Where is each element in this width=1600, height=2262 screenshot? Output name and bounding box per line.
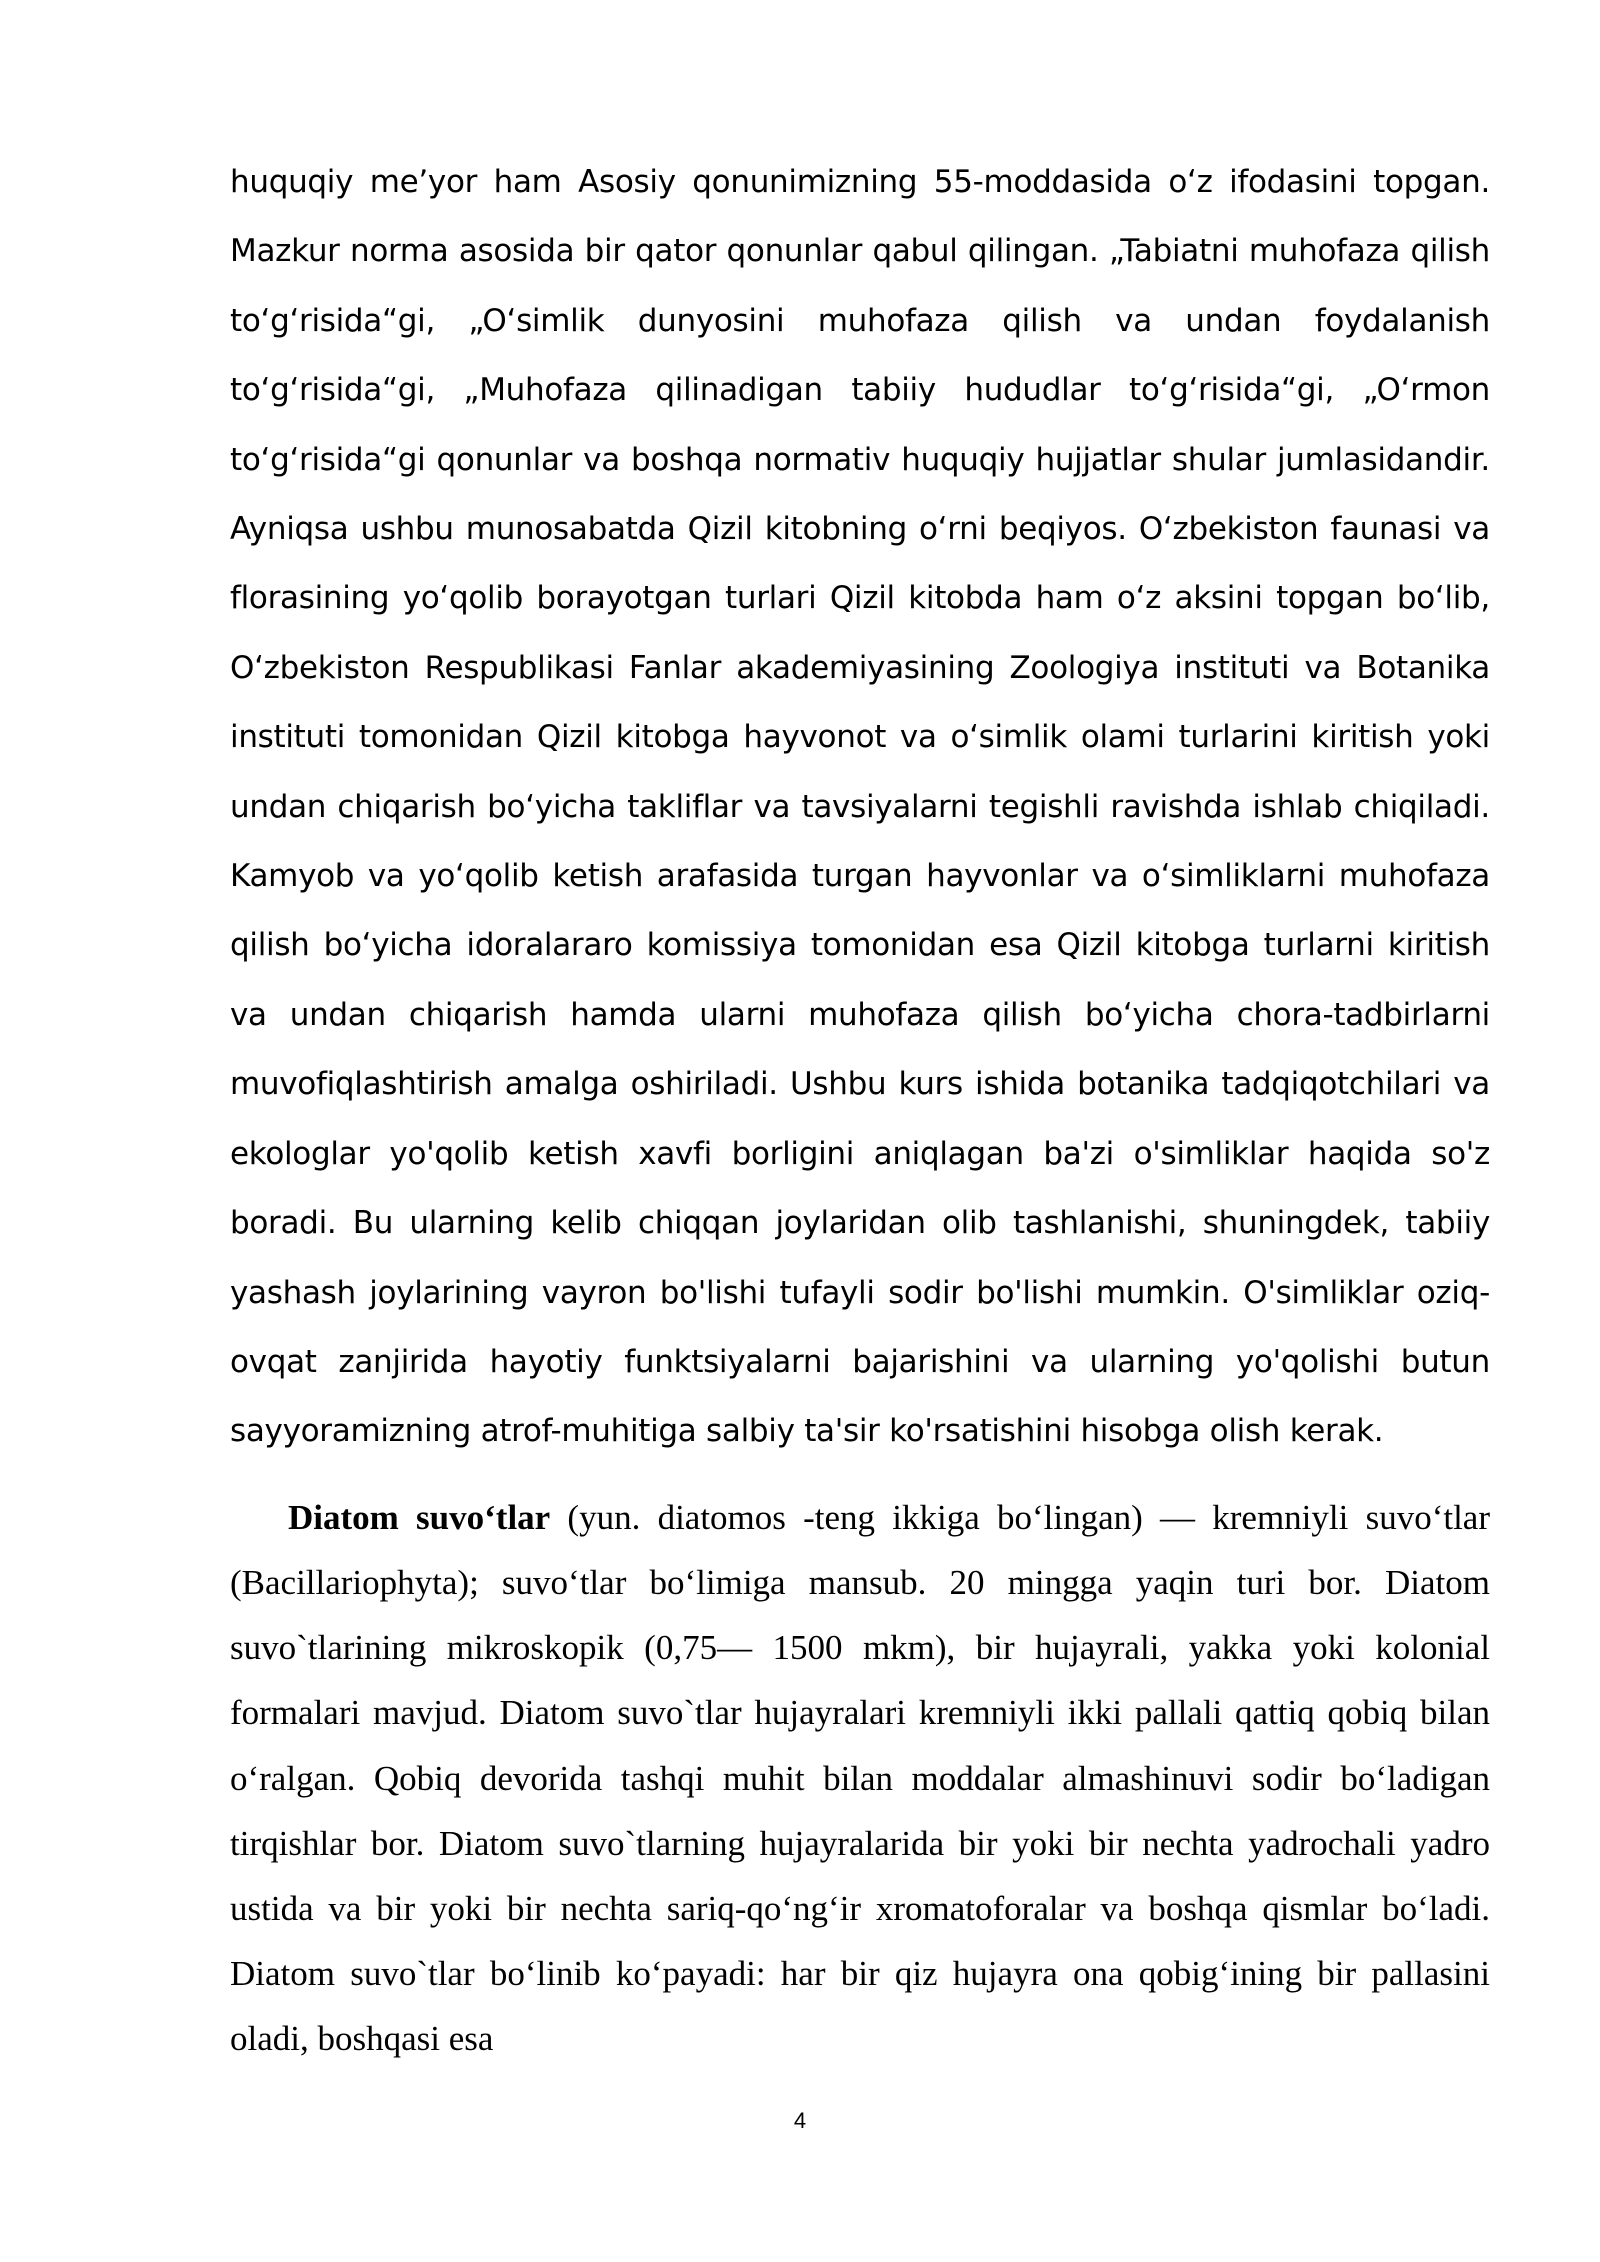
term-diatom-suvotlar: Diatom suvoʻtlar [288, 1497, 551, 1537]
paragraph-diatom-algae [230, 1485, 1490, 2072]
page-number: 4 [793, 2108, 807, 2133]
paragraph-diatom-text: (yun. diatomos -teng ikkiga boʻlingan) — kremniyli suvoʻtlar (Bacillariophyta); suvoʻtlar boʻlimiga mansub. 20 mingga yaqin turi bor. Diatom suvo`tlarining mikroskopik (0,75— 1500 mkm), bir hujayrali, yakka yoki kolonial formalari mavjud. Diatom suvo`tlar hujayralari kremniyli ikki pallali qattiq qobiq bilan oʻralgan. Qobiq devorida tashqi muhit bilan moddalar almashinuvi sodir boʻladigan tirqishlar bor. Diatom suvo`tlarning hujayralarida bir yoki bir nechta yadrochali yadro ustida va bir yoki bir nechta sariq-qoʻngʻir xromatoforalar va boshqa qismlar boʻladi. Diatom suvo`tlar boʻlinib koʻpayadi: har bir qiz hujayra ona qobigʻining bir pallasini oladi, boshqasi esa [230, 1497, 1490, 2059]
paragraph-red-book-laws: huquqiy me’yor ham Asosiy qonunimizning 55-moddasida oʻz ifodasini topgan. Mazkur norma asosida bir qator qonunlar qabul qilingan. „Tabiatni muhofaza qilish toʻgʻrisida“gi, „Oʻsimlik dunyosini muhofaza qilish va undan foydalanish toʻgʻrisida“gi, „Muhofaza qilinadigan tabiiy hududlar toʻgʻrisida“gi, „Oʻrmon toʻgʻrisida“gi qonunlar va boshqa normativ huquqiy hujjatlar shular jumlasidandir. Ayniqsa ushbu munosabatda Qizil kitobning oʻrni beqiyos. Oʻzbekiston faunasi va florasining yoʻqolib borayotgan turlari Qizil kitobda ham oʻz aksini topgan boʻlib, Oʻzbekiston Respublikasi Fanlar akademiyasining Zoologiya instituti va Botanika instituti tomonidan Qizil kitobga hayvonot va oʻsimlik olami turlarini kiritish yoki undan chiqarish boʻyicha takliflar va tavsiyalarni tegishli ravishda ishlab chiqiladi. Kamyob va yoʻqolib ketish arafasida turgan hayvonlar va oʻsimliklarni muhofaza qilish boʻyicha idoralararo komissiya tomonidan esa Qizil kitobga turlarni kiritish va undan chiqarish hamda ularni muhofaza qilish boʻyicha chora-tadbirlarni muvofiqlashtirish amalga oshiriladi. Ushbu kurs ishida botanika tadqiqotchilari va ekologlar yo'qolib ketish xavfi borligini aniqlagan ba'zi o'simliklar haqida so'z boradi. Bu ularning kelib chiqqan joylaridan olib tashlanishi, shuningdek, tabiiy yashash joylarining vayron bo'lishi tufayli sodir bo'lishi mumkin. O'simliklar oziq-ovqat zanjirida hayotiy funktsiyalarni bajarishini va ularning yo'qolishi butun sayyoramizning atrof-muhitiga salbiy ta'sir ko'rsatishini hisobga olish kerak. [230, 164, 1490, 1450]
document-body [230, 148, 1490, 2072]
